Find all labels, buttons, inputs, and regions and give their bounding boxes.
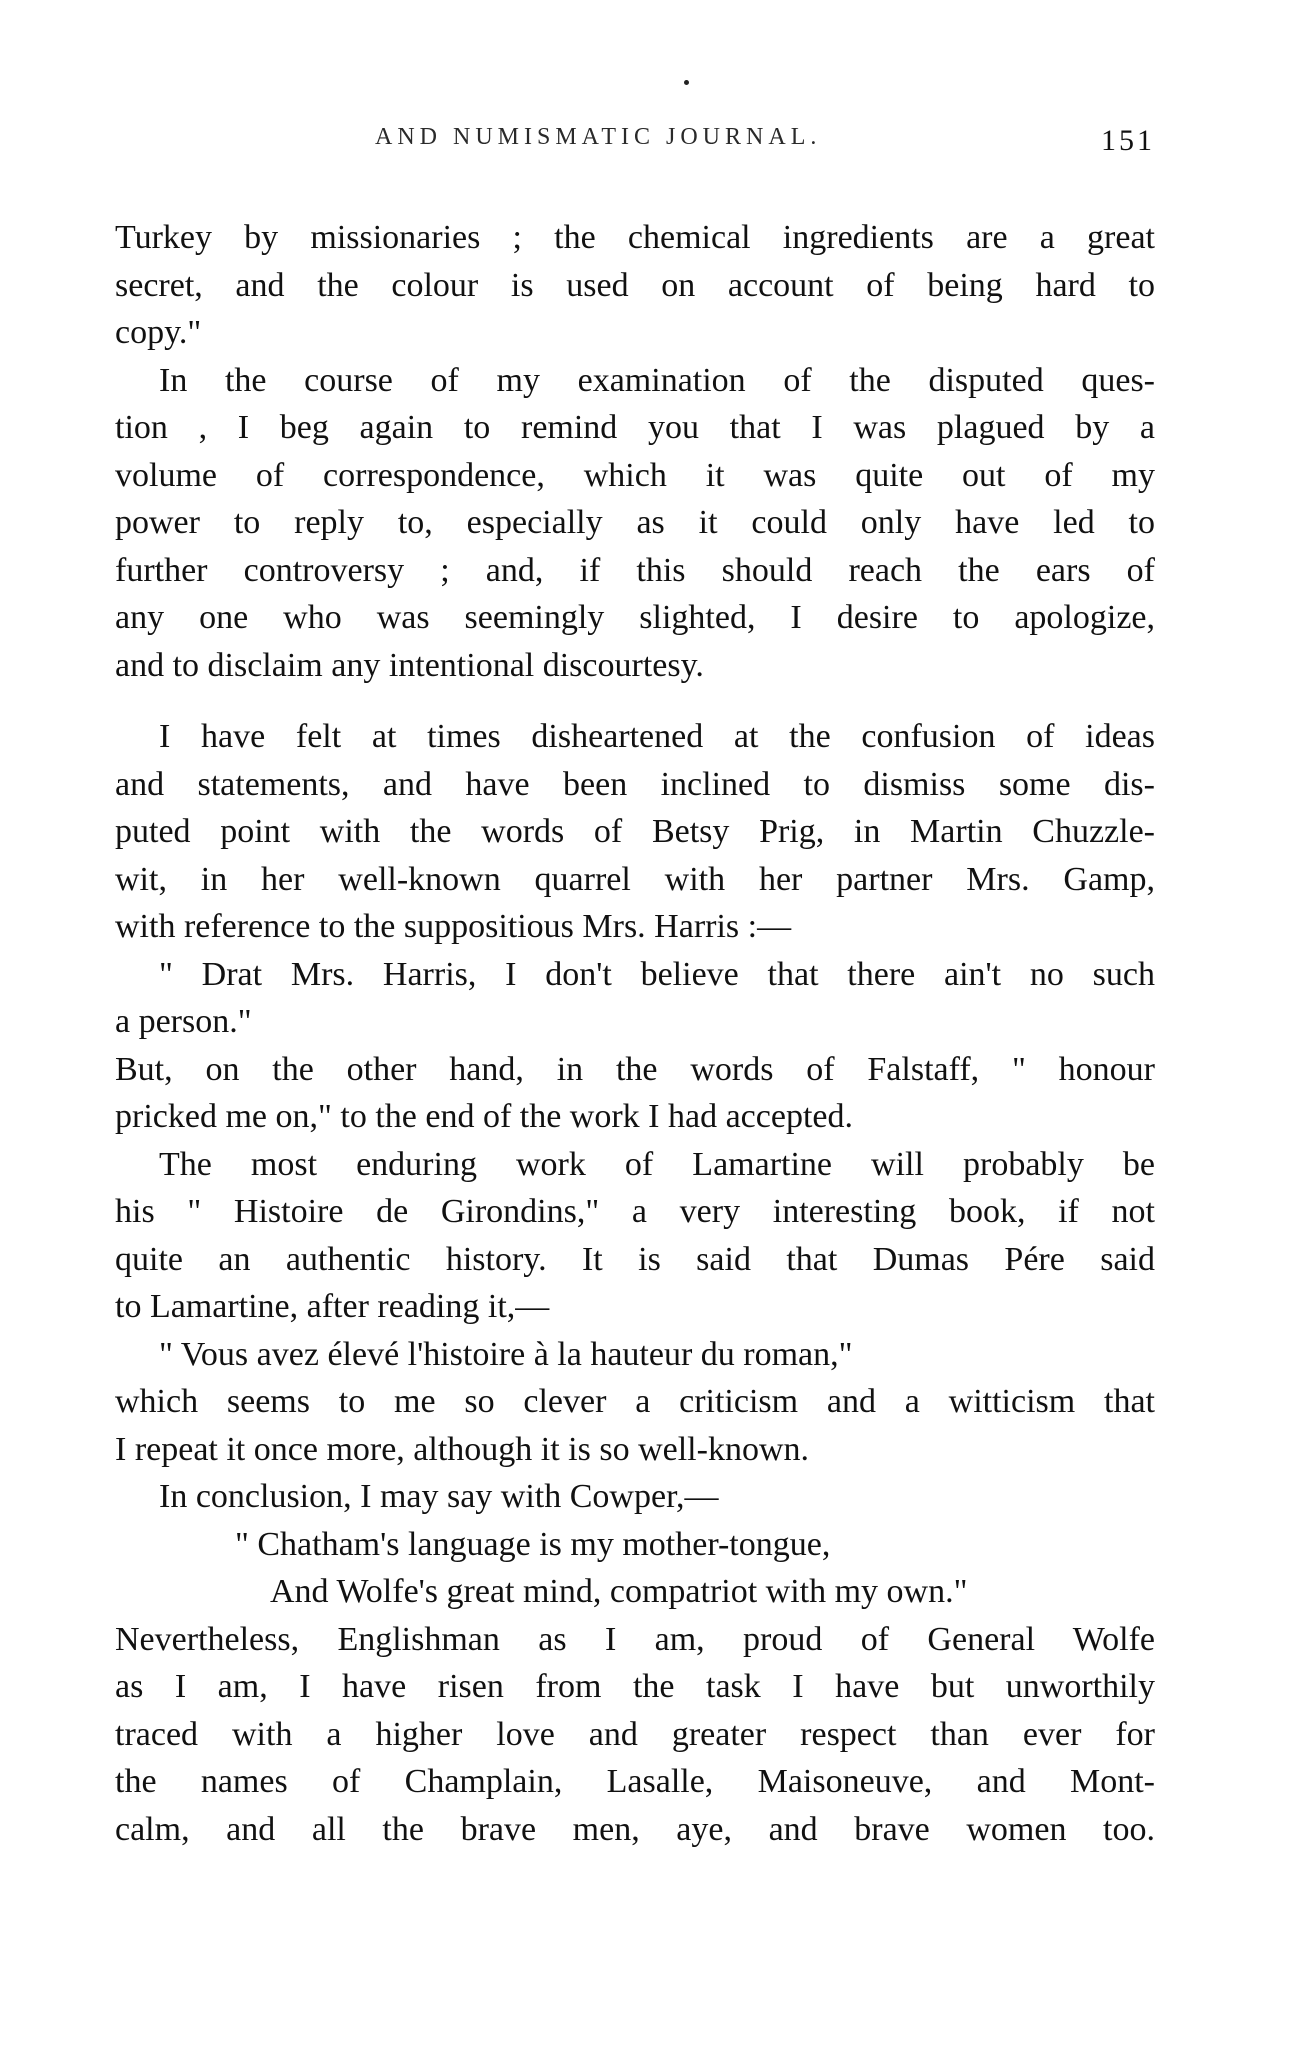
- text-line: But, on the other hand, in the words of Falstaff, " honour: [115, 1050, 1155, 1088]
- text-line: which seems to me so clever a criticism and a witticism that: [115, 1383, 1155, 1420]
- text-line: In conclusion, I may say with Cowper,—: [159, 1478, 719, 1515]
- page-header: [115, 124, 1155, 164]
- text-line: the names of Champlain, Lasalle, Maisoneuve, and Mont-: [115, 1763, 1155, 1800]
- text-line: quite an authentic history. It is said that Dumas Pére said: [115, 1240, 1155, 1278]
- ink-speck: [684, 80, 689, 85]
- text-line: any one who was seemingly slighted, I desire to apologize,: [115, 599, 1155, 636]
- text-line: Turkey by missionaries ; the chemical ingredients are a great: [115, 219, 1155, 256]
- text-line: with reference to the suppositious Mrs. Harris :—: [115, 908, 792, 945]
- text-line: tion , I beg again to remind you that I was plagued by a: [115, 409, 1155, 446]
- text-line: as I am, I have risen from the task I have but unworthily: [115, 1668, 1155, 1705]
- text-line: In the course of my examination of the disputed ques-: [159, 361, 1155, 399]
- text-line: calm, and all the brave men, aye, and brave women too.: [115, 1810, 1155, 1848]
- quote-line: " Drat Mrs. Harris, I don't believe that there ain't no such: [159, 955, 1155, 993]
- text-line: power to reply to, especially as it could only have led to: [115, 504, 1155, 541]
- quote-line: a person.": [115, 1003, 252, 1040]
- text-line: I repeat it once more, although it is so well-known.: [115, 1430, 809, 1468]
- body-text: [115, 214, 1155, 1853]
- text-line: pricked me on," to the end of the work I had accepted.: [115, 1098, 853, 1135]
- verse-line: " Chatham's language is my mother-tongue,: [235, 1525, 831, 1563]
- page-number: 151: [1101, 124, 1155, 157]
- text-line: traced with a higher love and greater respect than ever for: [115, 1715, 1155, 1753]
- running-head: AND NUMISMATIC JOURNAL.: [375, 124, 822, 150]
- text-line: and to disclaim any intentional discourtesy.: [115, 646, 704, 684]
- text-line: puted point with the words of Betsy Prig, in Martin Chuzzle-: [115, 813, 1155, 850]
- text-line: I have felt at times disheartened at the confusion of ideas: [159, 718, 1155, 755]
- text-line: The most enduring work of Lamartine will probably be: [159, 1145, 1155, 1183]
- text-line: volume of correspondence, which it was quite out of my: [115, 456, 1155, 494]
- text-line: Nevertheless, Englishman as I am, proud of General Wolfe: [115, 1620, 1155, 1658]
- verse-line: And Wolfe's great mind, compatriot with my own.": [270, 1573, 968, 1610]
- text-line: wit, in her well-known quarrel with her partner Mrs. Gamp,: [115, 860, 1155, 898]
- quote-line: " Vous avez élevé l'histoire à la hauteur du roman,": [159, 1335, 853, 1373]
- text-line: copy.": [115, 314, 202, 351]
- text-line: and statements, and have been inclined to dismiss some dis-: [115, 765, 1155, 803]
- text-line: secret, and the colour is used on account of being hard to: [115, 266, 1155, 304]
- text-line: to Lamartine, after reading it,—: [115, 1288, 550, 1325]
- text-line: further controversy ; and, if this should reach the ears of: [115, 551, 1155, 589]
- text-line: his " Histoire de Girondins," a very interesting book, if not: [115, 1193, 1155, 1230]
